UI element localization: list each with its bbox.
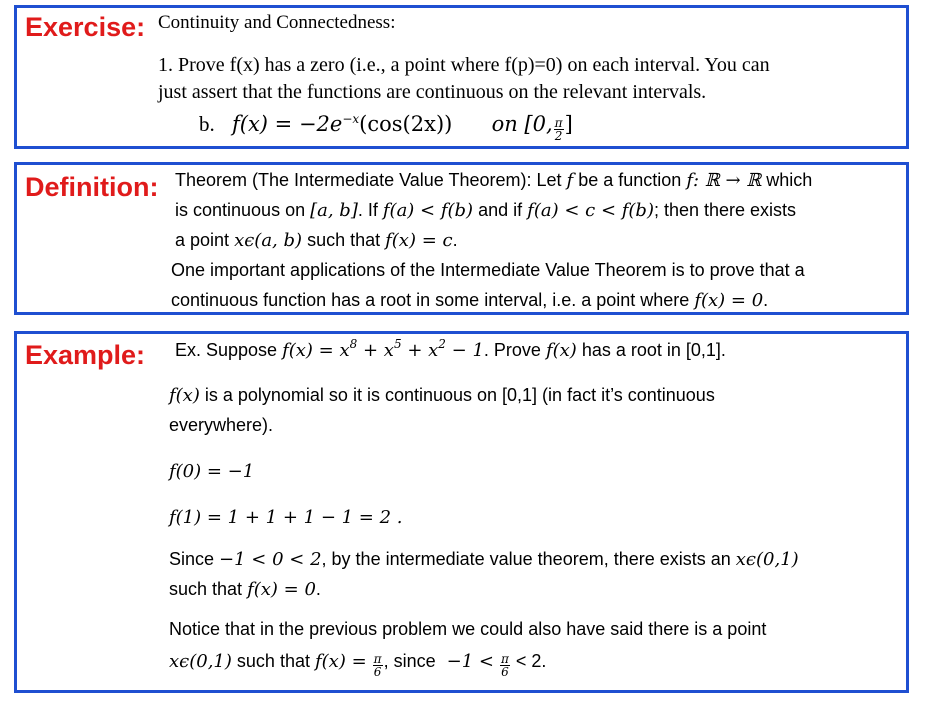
math-fx: f(x) — [169, 385, 200, 406]
text-segment: and if — [478, 200, 523, 220]
pi-over-6-fraction — [500, 653, 510, 678]
example-line3: everywhere). — [169, 415, 274, 435]
interval-text: on [0, — [491, 112, 553, 136]
math-equation: f(x) = — [314, 651, 367, 672]
math-interval: [a, b] — [310, 200, 358, 221]
exercise-heading: Continuity and Connectedness: — [158, 12, 396, 33]
fraction-denominator: 6 — [373, 665, 382, 679]
poly-part: f(x) = x — [282, 340, 350, 361]
text-segment: which — [766, 170, 813, 190]
example-f1: f(1) = 1 + 1 + 1 − 1 = 2 . — [169, 507, 403, 528]
math-point: xϵ(0,1) — [735, 549, 799, 570]
math-point: xϵ(a, b) — [234, 230, 303, 251]
exercise-tag: Exercise: — [25, 12, 146, 42]
example-line1 — [175, 337, 726, 362]
text-segment: . — [452, 230, 458, 250]
text-segment: be a function — [578, 170, 682, 190]
math-inequality: −1 < — [446, 651, 494, 672]
math-inequality: f(a) < c < f(b) — [527, 200, 654, 221]
math-point: xϵ(0,1) — [169, 651, 232, 672]
exponent: 8 — [349, 337, 358, 351]
math-equation: f(x) = c — [385, 230, 453, 251]
exponent: 2 — [438, 337, 446, 351]
text-segment: has a root in [0,1]. — [581, 340, 726, 360]
math-fx: f(x) — [545, 340, 577, 361]
exponent: 5 — [393, 337, 402, 351]
fraction-numerator: π — [373, 652, 382, 666]
example-line9 — [169, 651, 546, 678]
definition-line1 — [175, 170, 812, 192]
example-box — [14, 331, 909, 693]
item-label: b. — [199, 112, 215, 136]
fraction-denominator: 2 — [554, 129, 563, 143]
definition-line2 — [175, 200, 796, 222]
exercise-box — [14, 5, 909, 149]
text-segment: . — [315, 579, 321, 599]
definition-tag: Definition: — [25, 172, 159, 202]
function-exponent: −x — [342, 112, 360, 126]
math-inequality: −1 < 0 < 2 — [219, 549, 322, 570]
example-line2 — [169, 385, 715, 407]
math-equation: f(x) = 0 — [247, 579, 316, 600]
text-segment: a point — [175, 230, 230, 250]
text-segment: , by the intermediate value theorem, there exists an — [321, 549, 731, 569]
example-tag: Example: — [25, 340, 146, 370]
fraction-denominator: 6 — [501, 665, 509, 679]
function-rhs: (cos(2x)) — [359, 112, 453, 136]
text-segment: Since — [169, 549, 215, 569]
math-equation: f(x) = 0 — [694, 290, 764, 311]
text-segment: such that — [307, 230, 381, 250]
text-segment: such that — [169, 579, 243, 599]
text-segment: Theorem (The Intermediate Value Theorem): Let — [175, 170, 562, 190]
function-lhs: f(x) = −2e — [232, 112, 343, 136]
definition-line4: One important applications of the Intermediate Value Theorem is to prove that a — [171, 260, 805, 280]
text-segment: such that — [236, 651, 310, 671]
text-segment: . If — [357, 200, 378, 220]
math-polynomial — [282, 337, 484, 361]
fraction-numerator: π — [500, 652, 509, 666]
definition-box — [14, 162, 909, 315]
text-segment: Ex. Suppose — [175, 340, 278, 360]
math-mapping: f: ℝ → ℝ — [686, 170, 762, 191]
poly-part: + x — [357, 340, 394, 361]
definition-line5 — [171, 290, 768, 312]
example-line6 — [169, 549, 799, 571]
exercise-text-line1: 1. Prove f(x) has a zero (i.e., a point where f(p)=0) on each interval. You can — [158, 54, 770, 76]
pi-over-2-fraction — [554, 117, 564, 142]
math-f: f — [566, 170, 574, 191]
text-segment: , since — [383, 651, 436, 671]
fraction-numerator: π — [554, 116, 563, 130]
text-segment: continuous function has a root in some interval, i.e. a point where — [171, 290, 690, 310]
text-segment: ; then there exists — [653, 200, 797, 220]
exercise-text-line2: just assert that the functions are continuous on the relevant intervals. — [158, 81, 707, 103]
example-line7 — [169, 579, 321, 601]
text-segment: . — [763, 290, 769, 310]
interval-close: ] — [564, 112, 573, 136]
text-segment: < 2. — [515, 651, 547, 671]
text-segment: is a polynomial so it is continuous on [0,1] (in fact it’s continuous — [204, 385, 715, 405]
example-line8: Notice that in the previous problem we could also have said there is a point — [169, 619, 767, 639]
poly-part: − 1 — [445, 340, 484, 361]
text-segment: is continuous on — [175, 200, 306, 220]
pi-over-6-fraction — [373, 653, 383, 678]
example-f0: f(0) = −1 — [169, 461, 255, 482]
exercise-item-b — [199, 112, 573, 142]
math-inequality: f(a) < f(b) — [382, 200, 474, 221]
poly-part: + x — [401, 340, 439, 361]
definition-line3 — [175, 230, 458, 252]
text-segment: . Prove — [483, 340, 541, 360]
